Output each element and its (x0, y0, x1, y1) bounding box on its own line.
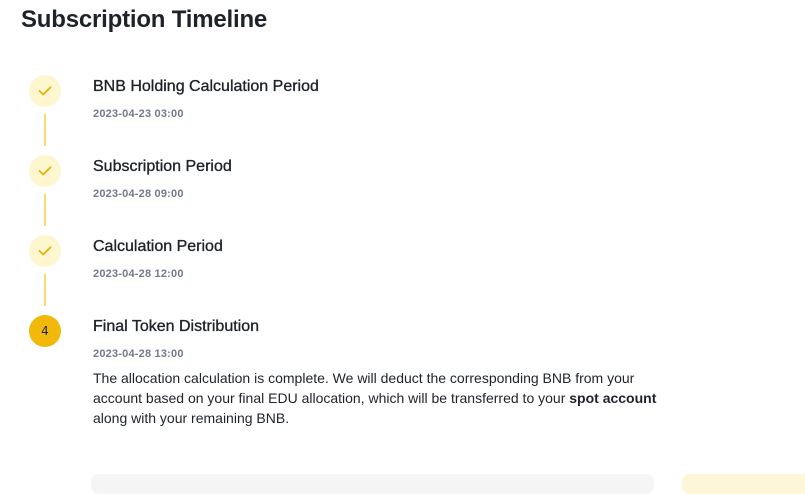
step-number: 4 (41, 324, 49, 338)
step-title: Final Token Distribution (93, 318, 260, 335)
timeline-connector (44, 274, 46, 306)
info-panel (91, 474, 654, 494)
timeline-connector (44, 194, 46, 226)
step-date: 2023-04-28 12:00 (93, 268, 184, 280)
step-description (93, 368, 663, 428)
step-status-current (29, 315, 61, 347)
description-text: along with your remaining BNB. (93, 410, 290, 426)
check-icon (38, 166, 52, 176)
step-status-completed (29, 155, 61, 187)
step-status-completed (29, 75, 61, 107)
step-title: BNB Holding Calculation Period (93, 78, 319, 95)
step-date: 2023-04-28 09:00 (93, 188, 184, 200)
step-title: Subscription Period (93, 158, 232, 175)
description-text: The allocation calculation is complete. We will deduct the corresponding BNB from your account based on your final EDU allocation, which will be transferred to your (93, 370, 635, 406)
spot-account-emphasis: spot account (569, 390, 657, 406)
step-date: 2023-04-23 03:00 (93, 108, 184, 120)
check-icon (38, 246, 52, 256)
step-date: 2023-04-28 13:00 (93, 348, 184, 360)
timeline-connector (44, 114, 46, 146)
step-status-completed (29, 235, 61, 267)
highlight-panel (682, 474, 805, 494)
page-title: Subscription Timeline (21, 6, 268, 33)
check-icon (38, 86, 52, 96)
step-title: Calculation Period (93, 238, 223, 255)
